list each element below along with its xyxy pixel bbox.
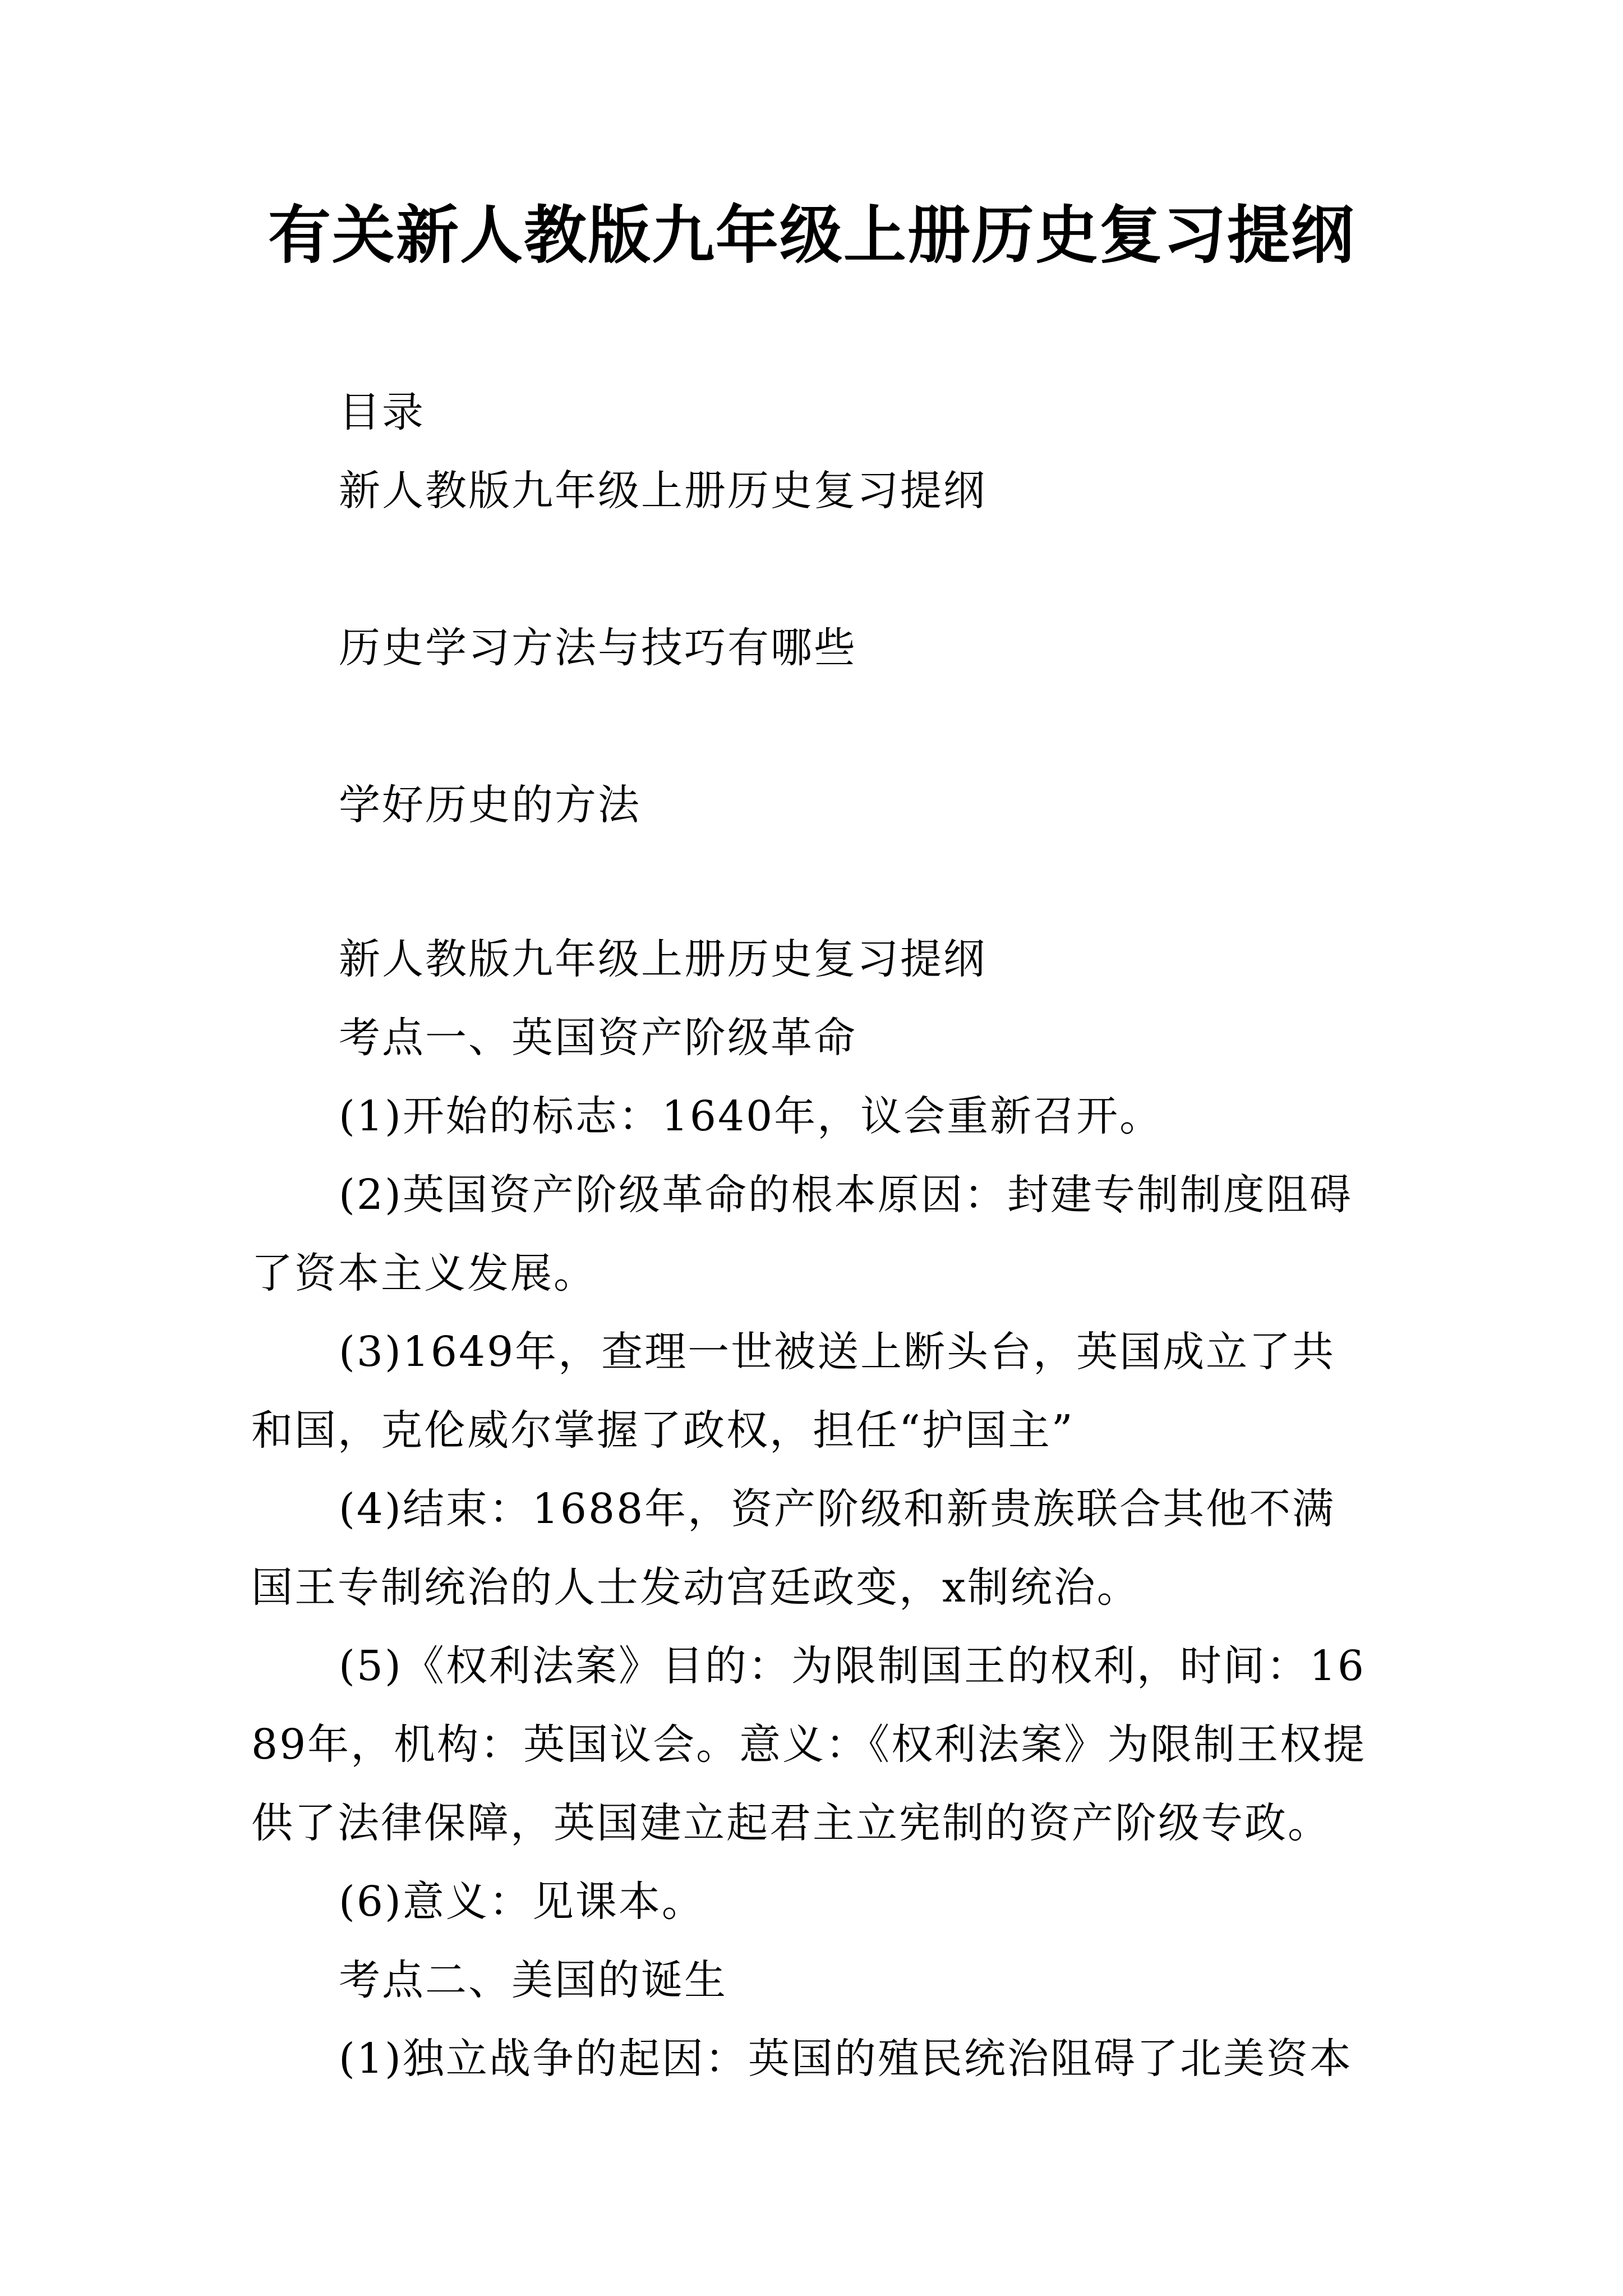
toc-heading <box>251 373 1378 452</box>
point2-heading: 考点二、美国的诞生 <box>339 1956 727 2004</box>
section-title: 新人教版九年级上册历史复习提纲 <box>339 935 986 983</box>
point1-item-4: (4)结束：1688年，资产阶级和新贵族联合其他不满国王专制统治的人士发动宫廷政变，x制统治。 <box>251 1485 1336 1612</box>
point1-item-6: (6)意义：见课本。 <box>339 1878 705 1926</box>
main-content <box>251 920 1378 2098</box>
toc-item-2 <box>251 609 1378 687</box>
toc-item-1 <box>251 452 1378 530</box>
point1-item-2: (2)英国资产阶级革命的根本原因：封建专制制度阻碍了资本主义发展。 <box>251 1171 1353 1297</box>
toc-item-3 <box>251 766 1378 844</box>
toc-item-text: 历史学习方法与技巧有哪些 <box>339 624 857 672</box>
toc-item-text: 新人教版九年级上册历史复习提纲 <box>339 467 986 515</box>
point1-item-1: (1)开始的标志：1640年，议会重新召开。 <box>339 1092 1163 1140</box>
document-title: 有关新人教版九年级上册历史复习提纲 <box>268 199 1355 272</box>
point2-item-1: (1)独立战争的起因：英国的殖民统治阻碍了北美资本 <box>339 2035 1353 2083</box>
point1-item-5: (5)《权利法案》目的：为限制国王的权利，时间：1689年，机构：英国议会。意义：《权利法案》为限制王权提供了法律保障，英国建立起君主立宪制的资产阶级专政。 <box>251 1642 1367 1847</box>
toc-heading-text: 目录 <box>339 388 425 436</box>
point1-item-3: (3)1649年，查理一世被送上断头台，英国成立了共和国，克伦威尔掌握了政权，担任“护国主” <box>251 1328 1336 1455</box>
point1-heading: 考点一、英国资产阶级革命 <box>339 1014 857 1062</box>
toc-item-text: 学好历史的方法 <box>339 781 641 829</box>
